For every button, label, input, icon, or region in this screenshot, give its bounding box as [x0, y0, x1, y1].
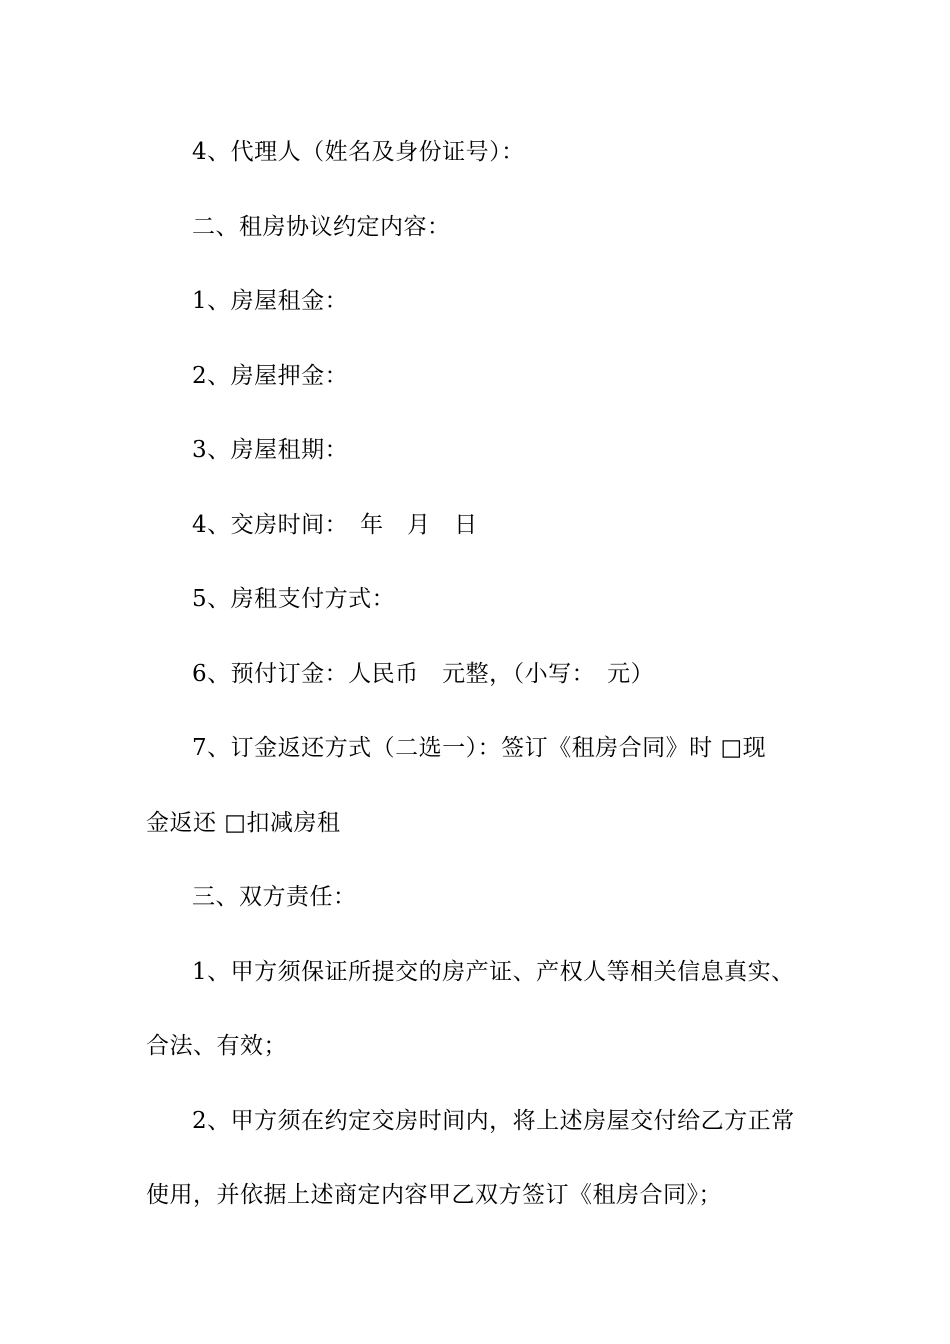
responsibility-two-line: 2、甲方须在约定交房时间内，将上述房屋交付给乙方正常 — [192, 1108, 795, 1134]
lease-term-line: 3、房屋租期： — [192, 437, 349, 463]
responsibility-two-line-continued: 使用，并依据上述商定内容甲乙双方签订《租房合同》； — [146, 1182, 722, 1208]
deposit-return-line: 7、订金返还方式（二选一）：签订《租房合同》时 □现 — [192, 735, 767, 761]
responsibility-one-line-continued: 合法、有效； — [146, 1033, 287, 1059]
payment-method-line: 5、房租支付方式： — [192, 586, 396, 612]
rent-line: 1、房屋租金： — [192, 288, 349, 314]
section-three-heading: 三、双方责任： — [192, 884, 357, 910]
deposit-return-line-continued: 金返还 □扣减房租 — [146, 810, 341, 836]
section-two-heading: 二、租房协议约定内容： — [192, 214, 451, 240]
prepaid-deposit-line: 6、预付订金：人民币 元整，（小写： 元） — [192, 661, 655, 687]
agent-info-line: 4、代理人（姓名及身份证号）： — [192, 139, 525, 165]
deposit-line: 2、房屋押金： — [192, 363, 349, 389]
handover-date-line: 4、交房时间： 年 月 日 — [192, 512, 478, 538]
responsibility-one-line: 1、甲方须保证所提交的房产证、产权人等相关信息真实、 — [192, 959, 795, 985]
